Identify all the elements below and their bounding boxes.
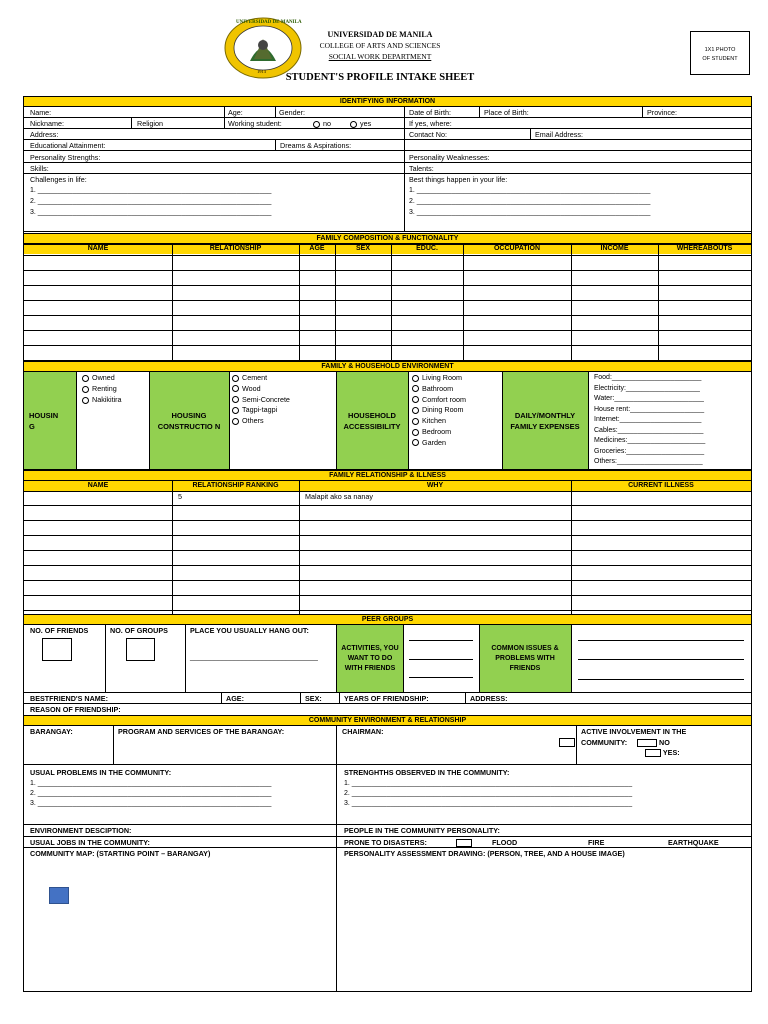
issues-line-3[interactable] <box>578 679 744 680</box>
bf-age-field[interactable]: AGE: <box>226 694 244 703</box>
university-name: UNIVERSIDAD DE MANILA <box>327 30 433 39</box>
checkbox-icon <box>645 749 661 757</box>
accessibility-label: Comfort room <box>422 394 466 404</box>
community-label: COMMUNITY: <box>581 738 628 747</box>
education-field[interactable]: Educational Attainment: <box>30 141 106 150</box>
col-educ: EDUC. <box>391 244 463 254</box>
construction-label: Cement <box>242 373 268 382</box>
accessibility-option[interactable] <box>412 405 464 414</box>
photo-box <box>690 31 750 75</box>
activities-line-3[interactable] <box>409 677 473 678</box>
col-occupation: OCCUPATION <box>463 244 571 254</box>
grid-line <box>23 520 752 521</box>
activities-line-2[interactable] <box>409 659 473 660</box>
construction-option[interactable] <box>232 373 267 382</box>
activities-line-1[interactable] <box>409 640 473 641</box>
construction-option[interactable] <box>232 416 264 425</box>
radio-icon <box>313 121 320 128</box>
province-field[interactable]: Province: <box>647 108 677 117</box>
grid-line <box>23 330 752 331</box>
rel-col-ranking: RELATIONSHIP RANKING <box>172 481 299 491</box>
accessibility-option[interactable] <box>412 384 453 393</box>
accessibility-option[interactable] <box>412 438 446 447</box>
grid-line <box>23 595 752 596</box>
grid-line <box>23 300 752 301</box>
active-involvement-box[interactable] <box>559 738 575 747</box>
expense-field[interactable]: Food:_______________________ <box>594 374 702 381</box>
program-field[interactable]: PROGRAM AND SERVICES OF THE BARANGAY: <box>118 727 285 736</box>
grid-line <box>23 610 752 611</box>
bf-years-field[interactable]: YEARS OF FRIENDSHIP: <box>344 694 429 703</box>
construction-option[interactable] <box>232 384 261 393</box>
expense-field[interactable]: Others:______________________ <box>594 458 703 465</box>
working-no-radio[interactable]: no <box>313 119 331 128</box>
accessibility-label: HOUSEHOLD ACCESSIBILITY <box>336 372 408 469</box>
if-yes-field[interactable]: If yes, where: <box>409 119 452 128</box>
bf-address-field[interactable]: ADDRESS: <box>470 694 508 703</box>
involvement-no-option[interactable]: NO <box>637 738 670 747</box>
radio-icon <box>412 385 419 392</box>
construction-label: HOUSING CONSTRUCTIO N <box>149 372 229 469</box>
photo-label-2: OF STUDENT <box>702 56 738 62</box>
rel-row1-why[interactable]: Malapit ako sa nanay <box>305 492 373 501</box>
rel-col-why: WHY <box>299 481 571 491</box>
grid-line <box>23 535 752 536</box>
accessibility-label: Dining Room <box>422 405 464 415</box>
dreams-field[interactable]: Dreams & Aspirations: <box>280 141 352 150</box>
housing-label: Owned <box>92 373 115 382</box>
hangout-label: PLACE YOU USUALLY HANG OUT: <box>190 626 309 635</box>
strengths-field[interactable]: Personality Strengths: <box>30 153 101 162</box>
rel-col-illness: CURRENT ILLNESS <box>571 481 751 491</box>
accessibility-label: Bedroom <box>422 427 452 436</box>
expense-field[interactable]: Groceries:____________________ <box>594 447 705 455</box>
flood-label: FLOOD <box>492 838 518 847</box>
seal-year: 1913 <box>257 69 266 74</box>
issues-line-2[interactable] <box>578 659 744 660</box>
section-community: COMMUNITY ENVIRONMENT & RELATIONSHIP <box>23 715 752 726</box>
challenge-line-1[interactable]: 1. ____________________________________________________________ <box>30 187 272 194</box>
talents-field[interactable]: Talents: <box>409 164 434 173</box>
problems-label: USUAL PROBLEMS IN THE COMMUNITY: <box>30 768 172 777</box>
col-whereabouts: WHEREABOUTS <box>658 244 751 254</box>
problem-line-2[interactable]: 2. ____________________________________________________________ <box>30 790 272 797</box>
email-field[interactable]: Email Address: <box>535 130 583 139</box>
section-relationship: FAMILY RELATIONSHIP & ILLNESS <box>23 470 752 481</box>
radio-icon <box>82 375 89 382</box>
expense-field[interactable]: Water:_______________________ <box>594 395 704 402</box>
radio-icon <box>412 429 419 436</box>
department-name: SOCIAL WORK DEPARTMENT <box>328 52 432 61</box>
map-label: COMMUNITY MAP: (STARTING POINT – BARANGAY) <box>30 849 211 858</box>
expense-field[interactable]: Medicines:____________________ <box>594 437 706 444</box>
grid-line <box>172 244 173 361</box>
people-field[interactable]: PEOPLE IN THE COMMUNITY PERSONALITY: <box>344 826 500 835</box>
grid-line <box>23 550 752 551</box>
radio-icon <box>232 418 239 425</box>
grid-line <box>23 565 752 566</box>
chairman-field[interactable]: CHAIRMAN: <box>342 727 384 736</box>
strength-line-2[interactable]: 2. ________________________________________________________________________ <box>344 790 633 797</box>
grid-line <box>299 244 300 361</box>
friends-input-box[interactable] <box>42 638 72 661</box>
hangout-line[interactable]: ________________________________ <box>190 652 318 661</box>
grid-line <box>463 244 464 361</box>
active-involvement-label: ACTIVE INVOLVEMENT IN THE <box>581 727 687 736</box>
expense-field[interactable]: Electricity:___________________ <box>594 384 700 392</box>
weaknesses-field[interactable]: Personality Weaknesses: <box>409 153 490 162</box>
col-income: INCOME <box>571 244 658 254</box>
expense-field[interactable]: House rent:___________________ <box>594 405 705 413</box>
issues-line-1[interactable] <box>578 640 744 641</box>
grid-line <box>658 244 659 361</box>
accessibility-option[interactable] <box>412 416 446 425</box>
fire-label: FIRE <box>588 838 605 847</box>
prone-label: PRONE TO DISASTERS: <box>344 838 427 847</box>
section-family-composition: FAMILY COMPOSITION & FUNCTIONALITY <box>23 233 752 244</box>
construction-option[interactable] <box>232 395 290 404</box>
expense-field[interactable]: Cables:______________________ <box>594 426 704 434</box>
involvement-yes-option[interactable]: YES: <box>645 748 680 757</box>
rel-row1-ranking[interactable]: 5 <box>178 492 182 501</box>
grid-line <box>23 580 752 581</box>
radio-icon <box>232 375 239 382</box>
contact-field[interactable]: Contact No: <box>409 130 447 139</box>
radio-icon <box>350 121 357 128</box>
accessibility-option[interactable] <box>412 427 451 436</box>
groups-input-box[interactable] <box>126 638 155 661</box>
earthquake-label: EARTHQUAKE <box>668 838 719 847</box>
radio-icon <box>412 375 419 382</box>
col-relationship: RELATIONSHIP <box>172 244 299 254</box>
section-identifying: IDENTIFYING INFORMATION <box>23 96 752 107</box>
page-title: STUDENT'S PROFILE INTAKE SHEET <box>285 72 475 83</box>
dob-field[interactable]: Date of Birth: <box>409 108 451 117</box>
name-field[interactable]: Name: <box>30 108 52 117</box>
bf-sex-field[interactable]: SEX: <box>305 694 322 703</box>
jobs-field[interactable]: USUAL JOBS IN THE COMMUNITY: <box>30 838 150 847</box>
housing-label: HOUSIN G <box>24 372 76 469</box>
grid-line <box>23 491 752 492</box>
grid-line <box>23 345 752 346</box>
grid-line <box>335 244 336 361</box>
grid-line <box>23 285 752 286</box>
accessibility-option[interactable] <box>412 373 462 382</box>
seal-text: UNIVERSIDAD DE MANILA <box>236 20 302 25</box>
section-household: FAMILY & HOUSEHOLD ENVIRONMENT <box>23 361 752 372</box>
reason-field[interactable]: REASON OF FRIENDSHIP: <box>30 705 121 714</box>
best-line-1[interactable]: 1. ____________________________________________________________ <box>409 187 651 194</box>
challenge-line-3[interactable]: 3. ____________________________________________________________ <box>30 209 272 216</box>
working-yes-radio[interactable]: yes <box>350 119 371 128</box>
col-age: AGE <box>299 244 335 254</box>
nickname-field[interactable]: Nickname: <box>30 119 64 128</box>
grid-line <box>23 255 752 256</box>
photo-label-1: 1X1 PHOTO <box>704 47 736 53</box>
accessibility-option[interactable] <box>412 395 466 404</box>
grid-line <box>23 505 752 506</box>
barangay-field[interactable]: BARANGAY: <box>30 727 73 736</box>
col-sex: SEX <box>335 244 391 254</box>
grid-line <box>23 315 752 316</box>
problem-line-3[interactable]: 3. ____________________________________________________________ <box>30 800 272 807</box>
age-field[interactable]: Age: <box>228 108 243 117</box>
housing-option[interactable] <box>82 384 117 393</box>
bestfriend-field[interactable]: BESTFRIEND'S NAME: <box>30 694 108 703</box>
best-things-label: Best things happen in your life: <box>409 175 508 184</box>
housing-label: Nakikitira <box>92 395 122 404</box>
radio-icon <box>412 418 419 425</box>
construction-label: Others <box>242 416 264 426</box>
strength-line-3[interactable]: 3. ________________________________________________________________________ <box>344 800 633 807</box>
best-line-2[interactable]: 2. ____________________________________________________________ <box>409 198 651 205</box>
address-field[interactable]: Address: <box>30 130 59 139</box>
challenges-label: Challenges in life: <box>30 175 87 184</box>
radio-icon <box>82 397 89 404</box>
religion-field[interactable]: Religion <box>137 119 163 128</box>
skills-field[interactable]: Skills: <box>30 164 49 173</box>
grid-line <box>23 244 752 245</box>
grid-line <box>571 244 572 361</box>
accessibility-label: Garden <box>422 437 446 447</box>
construction-option[interactable] <box>232 405 277 414</box>
construction-label: Semi-Concrete <box>242 394 290 404</box>
activities-label: ACTIVITIES, YOU WANT TO DO WITH FRIENDS <box>337 625 403 692</box>
housing-label: Renting <box>92 384 117 393</box>
map-start-marker[interactable] <box>49 887 69 904</box>
gender-field[interactable]: Gender: <box>279 108 305 117</box>
radio-icon <box>412 407 419 414</box>
radio-icon <box>412 396 419 403</box>
best-line-3[interactable]: 3. ____________________________________________________________ <box>409 209 651 216</box>
expenses-label: DAILY/MONTHLY FAMILY EXPENSES <box>502 372 588 469</box>
radio-icon <box>232 385 239 392</box>
accessibility-label: Kitchen <box>422 416 446 426</box>
drawing-label: PERSONALITY ASSESSMENT DRAWING: (PERSON, TREE, AND A HOUSE IMAGE) <box>344 849 625 858</box>
radio-icon <box>232 396 239 403</box>
challenge-line-2[interactable]: 2. ____________________________________________________________ <box>30 198 272 205</box>
friends-label: NO. OF FRIENDS <box>30 626 89 635</box>
accessibility-label: Bathroom <box>422 383 454 393</box>
strengths-label: STRENGHTHS OBSERVED IN THE COMMUNITY: <box>344 768 510 777</box>
col-name: NAME <box>24 244 172 254</box>
rel-col-name: NAME <box>24 481 172 491</box>
college-name: COLLEGE OF ARTS AND SCIENCES <box>319 41 441 50</box>
groups-label: NO. OF GROUPS <box>110 626 168 635</box>
construction-label: Tagpi-tagpi <box>242 405 278 415</box>
expense-field[interactable]: Internet:_____________________ <box>594 416 702 423</box>
grid-line <box>391 244 392 361</box>
housing-option[interactable] <box>82 373 115 382</box>
strength-line-1[interactable]: 1. ________________________________________________________________________ <box>344 780 633 787</box>
problem-line-1[interactable]: 1. ____________________________________________________________ <box>30 780 272 787</box>
radio-icon <box>412 439 419 446</box>
issues-label: COMMON ISSUES & PROBLEMS WITH FRIENDS <box>479 625 571 692</box>
flood-checkbox[interactable] <box>456 839 472 847</box>
radio-icon <box>82 386 89 393</box>
grid-line <box>23 270 752 271</box>
radio-icon <box>232 407 239 414</box>
construction-label: Wood <box>242 383 261 393</box>
accessibility-label: Living Room <box>422 373 462 382</box>
environment-field[interactable]: ENVIRONMENT DESCIPTION: <box>30 826 132 835</box>
section-peer: PEER GROUPS <box>23 614 752 625</box>
pob-field[interactable]: Place of Birth: <box>484 108 529 117</box>
checkbox-icon <box>637 739 657 747</box>
housing-option[interactable] <box>82 395 122 404</box>
working-student-label: Working student: <box>228 119 282 128</box>
